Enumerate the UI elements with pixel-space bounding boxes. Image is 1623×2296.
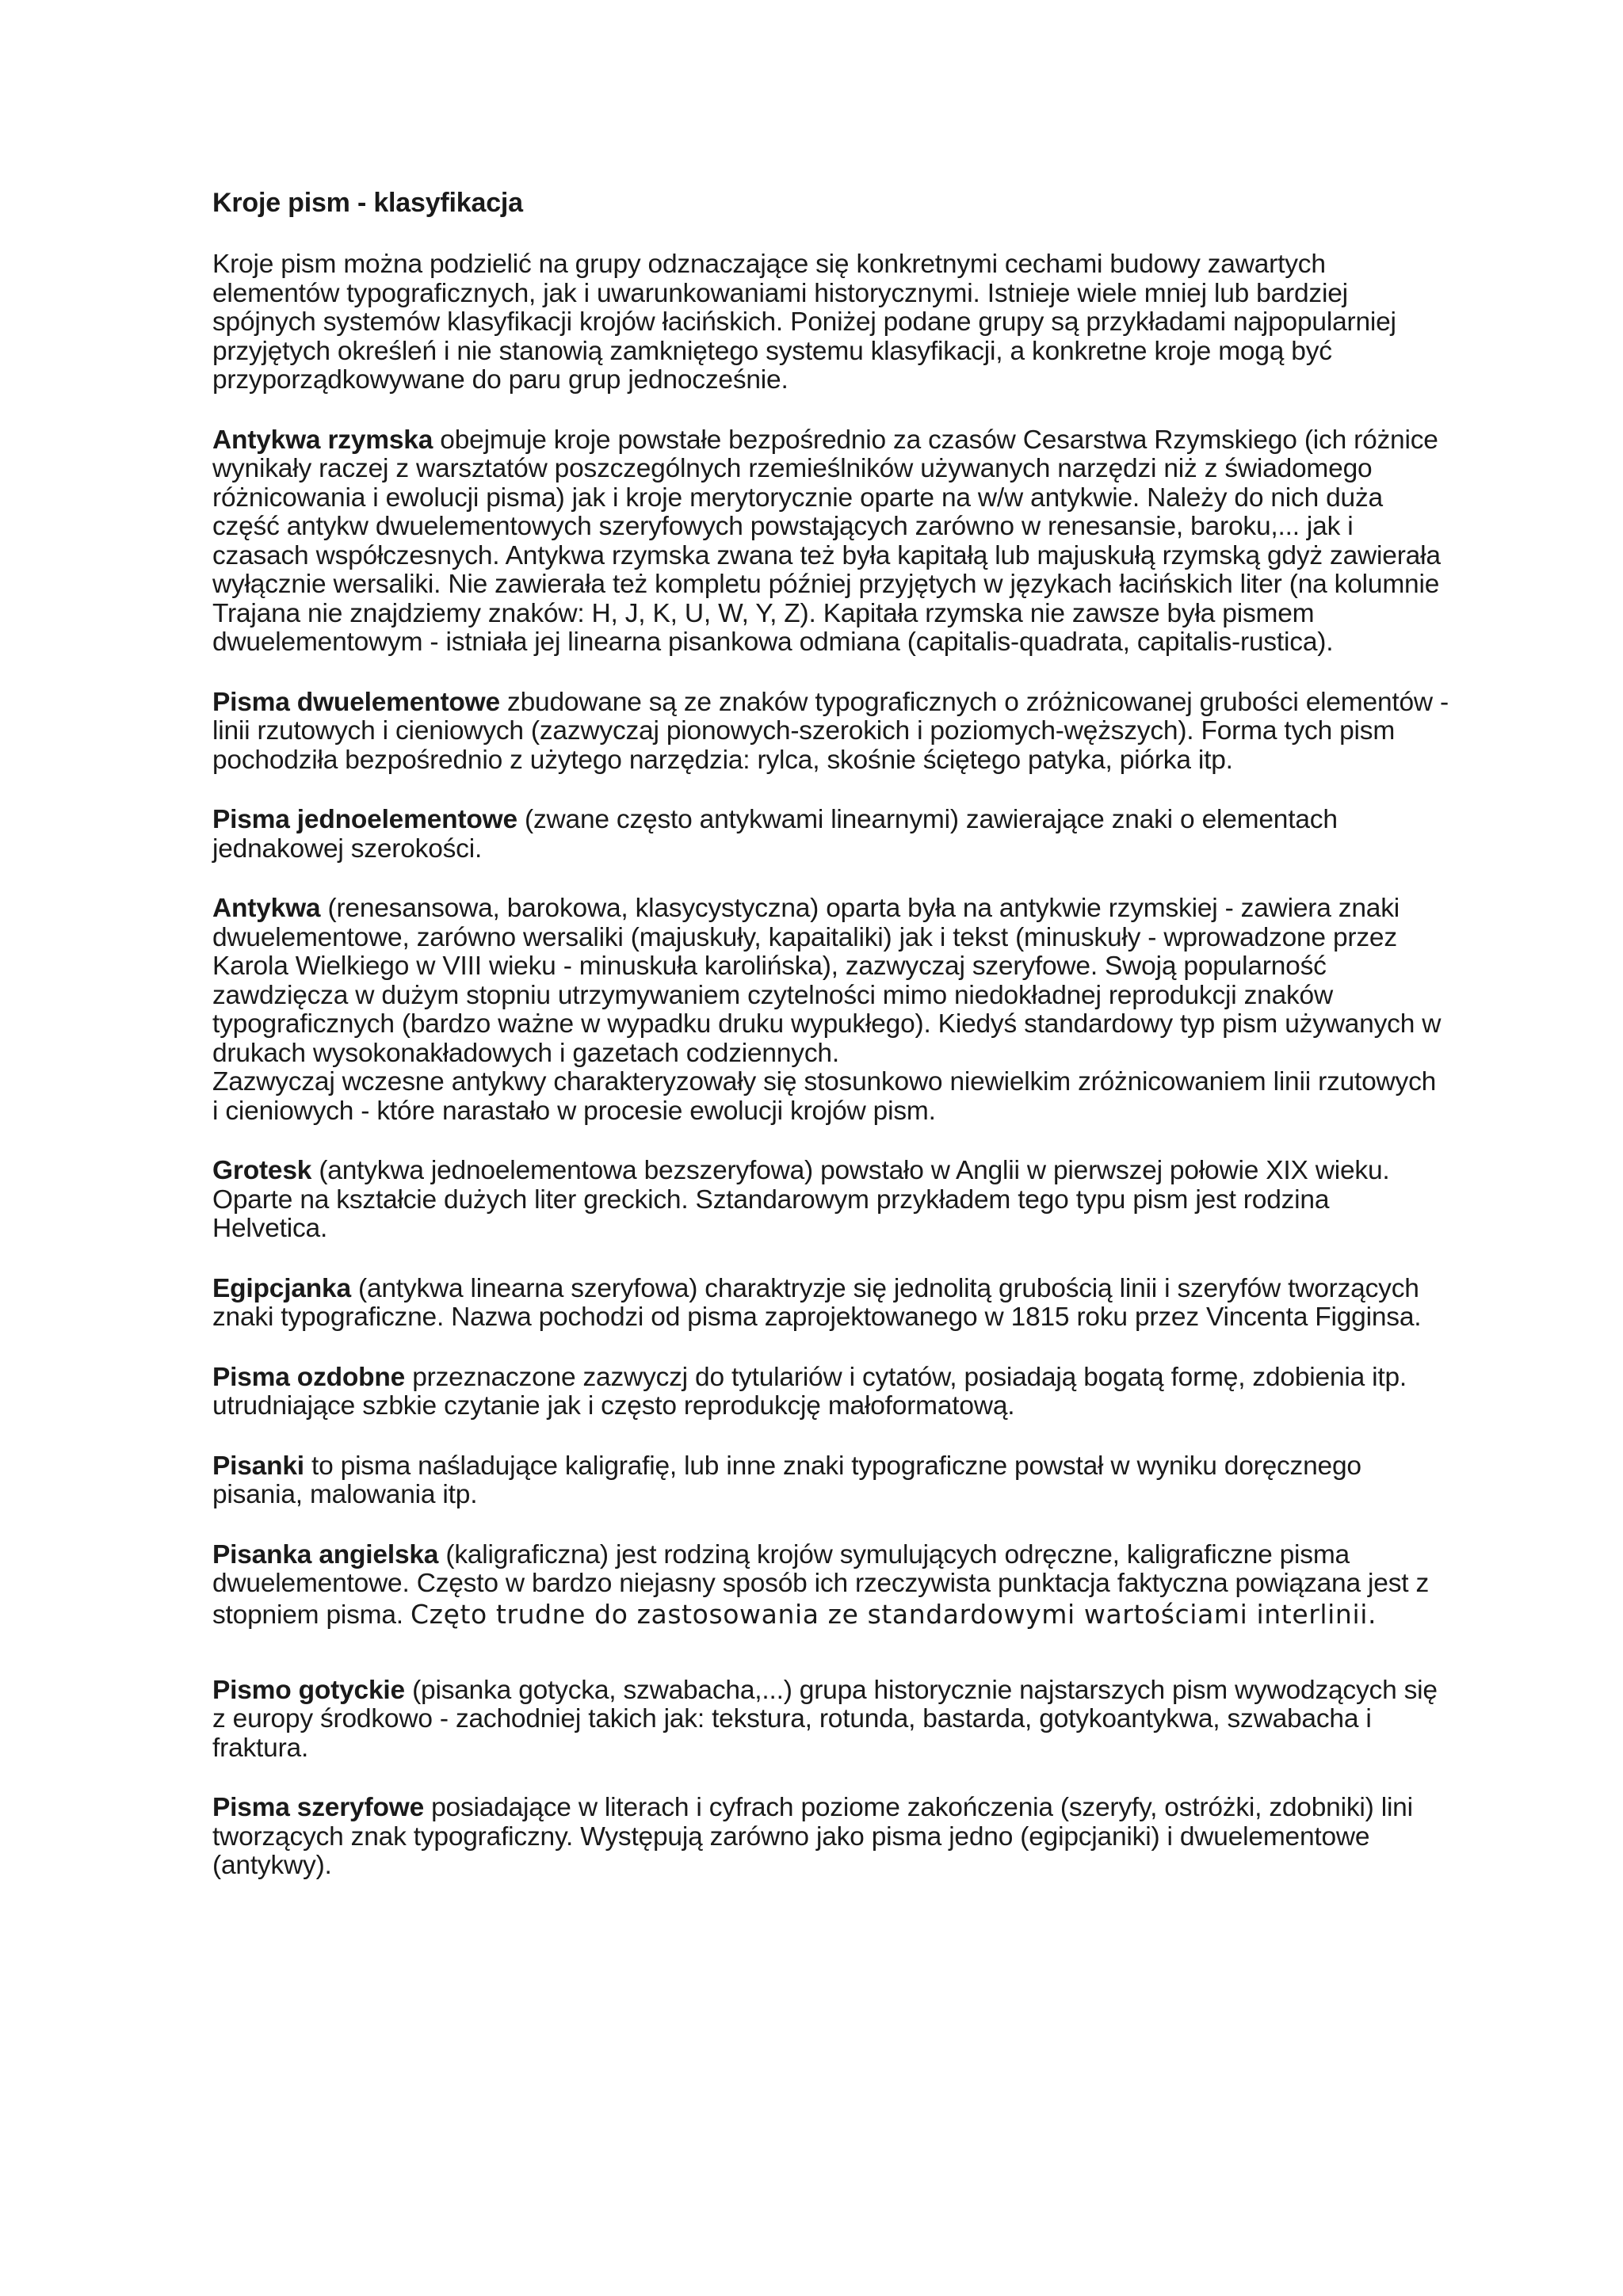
section-antykwa <box>212 894 1449 1126</box>
section-pisma-szeryfowe <box>212 1794 1449 1881</box>
section-text: to pisma naśladujące kaligrafię, lub inne znaki typograficzne powstał w wyniku doręcznego pisania, malowania itp. <box>212 1451 1361 1509</box>
section-text: (zwane często antykwami linearnymi) zawierające znaki o elementach jednakowej szerokości. <box>212 805 1338 864</box>
section-term: Egipcjanka <box>212 1273 351 1303</box>
section-pisanka-angielska <box>212 1541 1449 1630</box>
section-text: przeznaczone zazwyczj do tytulariów i cytatów, posiadają bogatą formę, zdobienia itp. utrudniające szbkie czytanie jak i często reprodukcję małoformatową. <box>212 1362 1407 1421</box>
section-text: posiadające w literach i cyfrach poziome zakończenia (szeryfy, ostróżki, zdobniki) lini tworzących znak typograficzny. Występują zarówno jako pisma jedno (egipcjaniki) i dwuelementowe (antykwy). <box>212 1793 1413 1880</box>
section-alt-font-text: Częto trudne do zastosowania ze standardowymi wartościami interlinii. <box>411 1598 1377 1630</box>
section-term: Pisma szeryfowe <box>212 1793 424 1822</box>
section-antykwa-rzymska <box>212 426 1449 658</box>
document-page <box>212 187 1449 1912</box>
section-text: obejmuje kroje powstałe bezpośrednio za czasów Cesarstwa Rzymskiego (ich różnice wynikały raczej z warsztatów poszczególnych rzemieślników używanych narzędzi niż z świadomego różnicowania i ewolucji pisma) jak i kroje merytorycznie oparte na w/w antykwie. Należy do nich duża część antykw dwuelementowych szeryfowych powstających zarówno w renesansie, baroku,... jak i czasach współczesnych. Antykwa rzymska zwana też była kapitałą lub majuskułą rzymską gdyż zawierała wyłącznie wersaliki. Nie zawierała też kompletu później przyjętych w językach łacińskich liter (na kolumnie Trajana nie znajdziemy znaków: H, J, K, U, W, Y, Z). Kapitała rzymska nie zawsze była pismem dwuelementowym - istniała jej linearna pisankowa odmiana (capitalis-quadrata, capitalis-rustica). <box>212 425 1441 657</box>
section-term: Antykwa <box>212 894 321 923</box>
section-text: (kaligraficzna) jest rodziną krojów symulujących odręczne, kaligraficzne pisma dwuelementowe. Często w bardzo niejasny sposób ich rzeczywista punktacja faktyczna powiązana jest z stopniem pisma. <box>212 1539 1430 1630</box>
section-text: (antykwa linearna szeryfowa) charaktryzje się jednolitą grubością linii i szeryfów tworzących znaki typograficzne. Nazwa pochodzi od pisma zaprojektowanego w 1815 roku przez Vincenta Figginsa. <box>212 1273 1422 1332</box>
section-text: (antykwa jednoelementowa bezszeryfowa) powstało w Anglii w pierwszej połowie XIX wieku. Oparte na kształcie dużych liter greckich. Sztandarowym przykładem tego typu pism jest rodzina Helvetica. <box>212 1156 1390 1243</box>
section-pisanki <box>212 1452 1449 1510</box>
document-title: Kroje pism - klasyfikacja <box>212 188 523 218</box>
section-text: zbudowane są ze znaków typograficznych o zróżnicowanej grubości elementów - linii rzutowych i cieniowych (zazwyczaj pionowych-szerokich i poziomych-węższych). Forma tych pism pochodziła bezpośrednio z użytego narzędzia: rylca, skośnie ściętego patyka, piórka itp. <box>212 687 1449 775</box>
section-pisma-ozdobne <box>212 1363 1449 1421</box>
section-pisma-dwuelementowe <box>212 688 1449 776</box>
section-text: (renesansowa, barokowa, klasycystyczna) oparta była na antykwie rzymskiej - zawiera znaki dwuelementowe, zarówno wersaliki (majuskuły, kapaitaliki) jak i tekst (minuskuły - wprowadzone przez Karola Wielkiego w VIII wieku - minuskuła karolińska), zazwyczaj szeryfowe. Swoją popularność zawdzięcza w dużym stopniu utrzymywaniem czytelności mimo niedokładnej reprodukcji znaków typograficznych (bardzo ważne w wypadku druku wypukłego). Kiedyś standardowy typ pism używanych w drukach wysokonakładowych i gazetach codziennych. <box>212 894 1442 1068</box>
section-extra-text: Zazwyczaj wczesne antykwy charakteryzowały się stosunkowo niewielkim zróżnicowaniem linii rzutowych i cieniowych - które narastało w procesie ewolucji krojów pism. <box>212 1067 1437 1126</box>
section-grotesk <box>212 1157 1449 1244</box>
section-term: Pisma ozdobne <box>212 1362 406 1392</box>
section-term: Pisanka angielska <box>212 1539 439 1569</box>
section-egipcjanka <box>212 1275 1449 1333</box>
section-term: Pismo gotyckie <box>212 1675 405 1705</box>
section-pisma-jednoelementowe <box>212 806 1449 864</box>
section-term: Grotesk <box>212 1156 312 1185</box>
section-term: Pisma dwuelementowe <box>212 687 500 717</box>
section-term: Pisma jednoelementowe <box>212 805 517 834</box>
section-term: Pisanki <box>212 1451 304 1481</box>
intro-paragraph: Kroje pism można podzielić na grupy odznaczające się konkretnymi cechami budowy zawartych elementów typograficznych, jak i uwarunkowaniami historycznymi. Istnieje wiele mniej lub bardziej spójnych systemów klasyfikacji krojów łacińskich. Poniżej podane grupy są przykładami najpopularniej przyjętych określeń i nie stanowią zamkniętego systemu klasyfikacji, a konkretne kroje mogą być przyporządkowywane do paru grup jednocześnie. <box>212 250 1396 395</box>
section-term: Antykwa rzymska <box>212 425 433 455</box>
section-text: (pisanka gotycka, szwabacha,...) grupa historycznie najstarszych pism wywodzących się z europy środkowo - zachodniej takich jak: tekstura, rotunda, bastarda, gotykoantykwa, szwabacha i fraktura. <box>212 1675 1438 1763</box>
section-pismo-gotyckie <box>212 1676 1449 1764</box>
